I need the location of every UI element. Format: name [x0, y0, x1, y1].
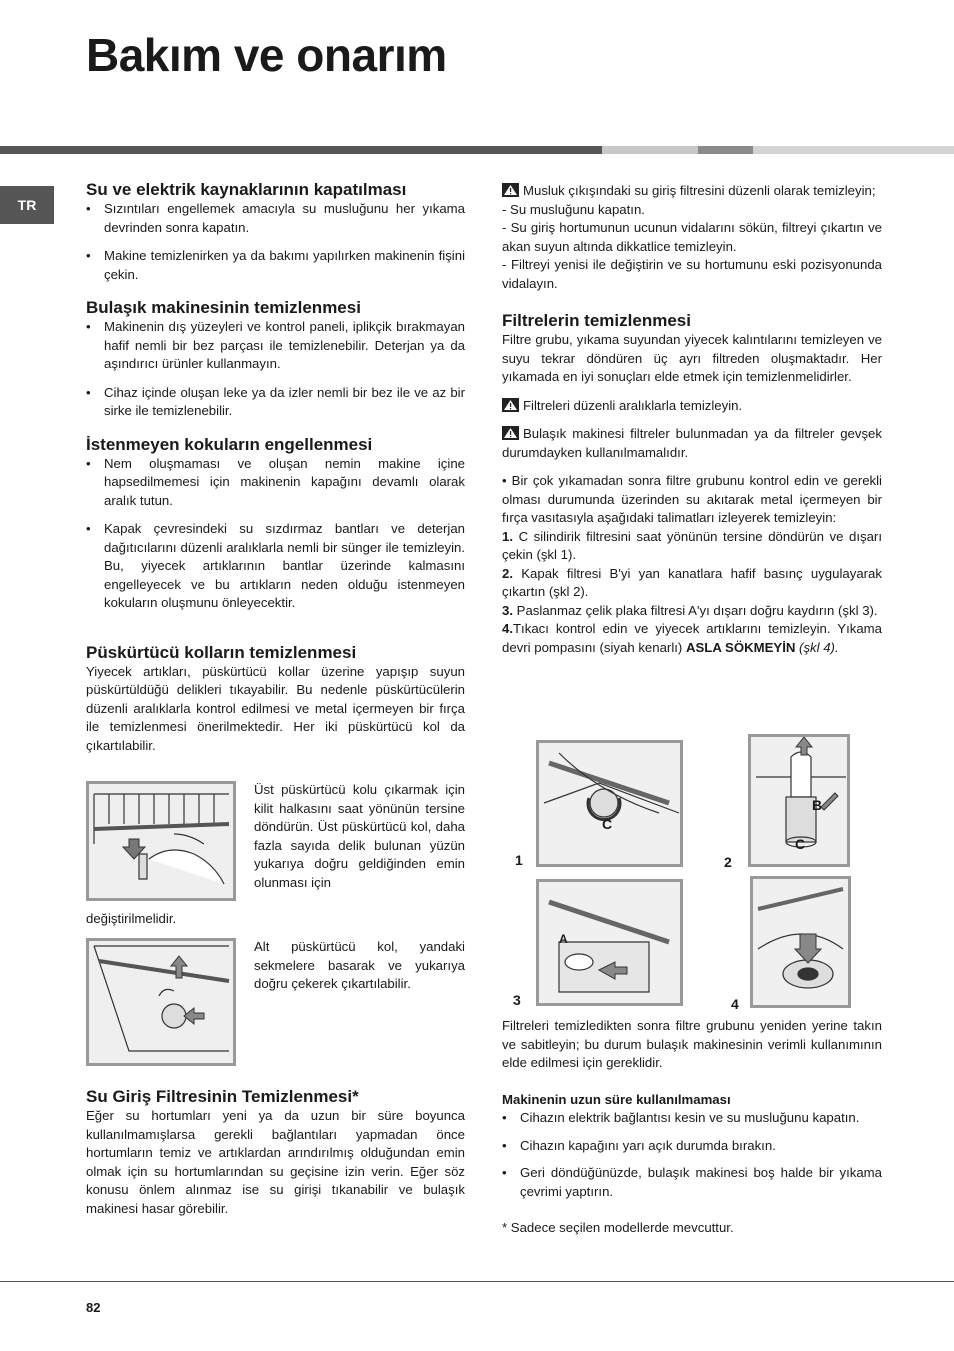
section-heading-inlet-filter: Su Giriş Filtresinin Temizlenmesi*: [86, 1087, 359, 1106]
footer-rule: [0, 1281, 954, 1282]
step-number: 3.: [502, 602, 513, 618]
lower-spray-arm-text: [254, 938, 465, 994]
warning-inlet-filter: [502, 182, 882, 201]
header-rule-light: [602, 146, 698, 154]
filters-intro: • Bir çok yıkamadan sonra filtre grubunu kontrol edin ve gerekli olması durumunda üzerinden su akıtarak metal içermeyen bir fırça vasıtasıyla aşağıdaki talimatları izleyerek temizleyin:: [502, 473, 882, 525]
section-heading-odours: İstenmeyen kokuların engellenmesi: [86, 434, 373, 454]
header-rule-mid: [698, 146, 753, 154]
inlet-filter-text: Eğer su hortumları yeni ya da uzun bir süre boyunca kullanılmamışlarsa gerekli bağlantıları yapmadan önce hortumların temiz ve artıklardan arındırılmış olduğundan emin olmak için su hortumlarından su geçisine izin verin. Eğer söz konusu önlem alınmaz ise su girişi tıkanabilir ve bulaşık makinesi hasar görebilir.: [86, 1108, 465, 1216]
inlet-step: - Su giriş hortumunun ucunun vidalarını sökün, filtreyi çıkartın ve akan suyun altında dikkatlice temizleyin.: [502, 220, 882, 254]
lower-spray-arm-illustration: [89, 941, 233, 1063]
step-text: Tıkacı kontrol edin ve yiyecek artıklarını temizleyin. Yıkama devri pompasını (siyah kenarlı): [502, 621, 882, 655]
filter-label-a: A: [559, 932, 568, 946]
right-column-lower: [502, 1017, 882, 1238]
language-tab: TR: [0, 186, 54, 224]
bullet-list-power-water: [86, 200, 465, 284]
bullet-list-cleaning: [86, 318, 465, 421]
list-item: • Makinenin dış yüzeyleri ve kontrol paneli, iplikçik bırakmayan hafif nemli bir bez parçası ile temizlenebilir. Deterjan ya da aşındırıcı ürünler kullanmayın.: [86, 318, 465, 374]
left-column: [86, 180, 465, 755]
upper-spray-arm-tail: değiştirilmelidir.: [86, 911, 177, 926]
filter-label-b: B: [812, 797, 823, 813]
page-title: Bakım ve onarım: [86, 29, 447, 81]
step-text: Kapak filtresi B'yi yan kanatlara hafif basınç uygulayarak çıkartın (şkl 2).: [502, 565, 882, 599]
warning-icon: [502, 398, 519, 412]
step-figure-ref: (şkl 4).: [795, 639, 839, 655]
bullet-list-long-absence: [502, 1109, 882, 1201]
filter-step-2: [502, 565, 882, 602]
inlet-filter-section: [86, 1087, 465, 1218]
upper-spray-arm-instructions: Üst püskürtücü kolu çıkarmak için kilit halkasını saat yönünün tersine döndürün. Üst püskürtücü kol, daha fazla sayıda delik bulunan yüzün yukarıya doğru geldiğinden emin olunması için: [254, 782, 465, 890]
filter-step-3: [502, 602, 882, 621]
warning-text: Bulaşık makinesi filtreler bulunmadan ya da filtreler gevşek durumdayken kullanılmamalıdır.: [502, 426, 882, 460]
filter-step-1: [502, 528, 882, 565]
right-column: [502, 182, 882, 657]
figure-number: 2: [724, 854, 732, 870]
step-number: 1.: [502, 528, 513, 544]
filters-text: Filtre grubu, yıkama suyundan yiyecek kalıntılarını temizleyen ve suyu tekrar döndüren üç ayrı filtreden oluşmaktadır. Her yıkamada en iyi sonuçları elde etmek için temizlenmelidirler.: [502, 332, 882, 384]
warning-filters-missing: [502, 425, 882, 462]
warning-filters-clean: [502, 397, 882, 416]
inlet-step: - Su musluğunu kapatın.: [502, 201, 645, 217]
figure-number: 1: [515, 852, 523, 868]
filter-label-c: C: [602, 816, 613, 832]
filter-step-4: [502, 620, 882, 657]
warning-text: Musluk çıkışındaki su giriş filtresini düzenli olarak temizleyin;: [523, 183, 876, 198]
warning-icon: [502, 183, 519, 197]
filter-figure-4: [750, 876, 851, 1008]
list-item: • Nem oluşmaması ve oluşan nemin makine içine hapsedilmemesi için makinenin kapağını devamlı olarak aralık tutun.: [86, 455, 465, 511]
filter-figure-1: [536, 740, 683, 867]
upper-spray-arm-text: [254, 781, 465, 892]
step-text: C silindirik filtresini saat yönünün tersine döndürün ve dışarı çekin (şkl 1).: [502, 528, 882, 562]
warning-icon: [502, 426, 519, 440]
section-heading-cleaning: Bulaşık makinesinin temizlenmesi: [86, 298, 361, 317]
step-number: 2.: [502, 565, 513, 581]
inlet-step: - Filtreyi yenisi ile değiştirin ve su hortumunu eski pozisyonunda vidalayın.: [502, 257, 882, 291]
upper-spray-arm-figure: [86, 781, 236, 901]
list-item: • Cihazın elektrik bağlantısı kesin ve su musluğunu kapatın.: [502, 1109, 882, 1128]
list-item: • Kapak çevresindeki su sızdırmaz bantları ve deterjan dağıtıcılarını düzenli aralıklarla nemli bir sünger ile temizleyin. Bu, yiyecek artıklarının bantlar üzerinde kalmasını engelleyecek ve bu artıkların neden olduğu istenmeyen kokuların oluşmunu önleyecektir.: [86, 520, 465, 613]
bullet-list-odours: [86, 455, 465, 613]
list-item: • Sızıntıları engellemek amacıyla su musluğunu her yıkama devrinden sonra kapatın.: [86, 200, 465, 237]
filter-illustration-4: [753, 879, 848, 1005]
section-heading-power-water: Su ve elektrik kaynaklarının kapatılması: [86, 180, 407, 199]
step-number: 4.: [502, 621, 513, 636]
lower-spray-arm-instructions: Alt püskürtücü kol, yandaki sekmelere basarak ve yukarıya doğru çekerek çıkartılabilir.: [254, 939, 465, 991]
list-item: • Makine temizlenirken ya da bakımı yapılırken makinenin fişini çekin.: [86, 247, 465, 284]
upper-spray-arm-illustration: [89, 784, 233, 898]
section-heading-filters: Filtrelerin temizlenmesi: [502, 311, 691, 330]
lower-spray-arm-figure: [86, 938, 236, 1066]
page-number: 82: [86, 1300, 101, 1315]
list-item: • Cihaz içinde oluşan leke ya da izler nemli bir bez ile ve az bir sirke ile temizlenebilir.: [86, 384, 465, 421]
warning-text: Filtreleri düzenli aralıklarla temizleyin.: [523, 397, 743, 413]
figure-number: 4: [731, 996, 739, 1012]
section-heading-long-absence: Makinenin uzun süre kullanılmaması: [502, 1091, 731, 1107]
step-warning-text: ASLA SÖKMEYİN: [685, 639, 796, 655]
footnote: * Sadece seçilen modellerde mevcuttur.: [502, 1220, 734, 1235]
filter-label-c-2: C: [795, 836, 806, 852]
section-heading-spray-arms: Püskürtücü kolların temizlenmesi: [86, 642, 357, 662]
spray-arms-text: Yiyecek artıkları, püskürtücü kollar üzerine yapışıp suyun püskürtüldüğü delikleri tıkayabilir. Bu nedenle püskürtücülerin düzenli aralıklarla kontrol edilmesi ve metal içermeyen bir fırça ile temizlenmesi önerilmektedir. Her iki püskürtücü kol da çıkartılabilir.: [86, 663, 465, 753]
filter-illustration-1: [539, 743, 680, 864]
header-rule-light-2: [753, 146, 954, 154]
step-text: Paslanmaz çelik plaka filtresi A'yı dışarı doğru kaydırın (şkl 3).: [513, 602, 878, 618]
list-item: • Cihazın kapağını yarı açık durumda bırakın.: [502, 1137, 882, 1156]
after-cleaning-text: Filtreleri temizledikten sonra filtre grubunu yeniden yerine takın ve sabitleyin; bu durum bulaşık makinesinin verimli kullanımının elde edilmesi için gereklidir.: [502, 1018, 882, 1070]
list-item: • Geri döndüğünüzde, bulaşık makinesi boş halde bir yıkama çevrimi yaptırın.: [502, 1164, 882, 1201]
header-rule-dark: [0, 146, 602, 154]
figure-number: 3: [513, 992, 521, 1008]
